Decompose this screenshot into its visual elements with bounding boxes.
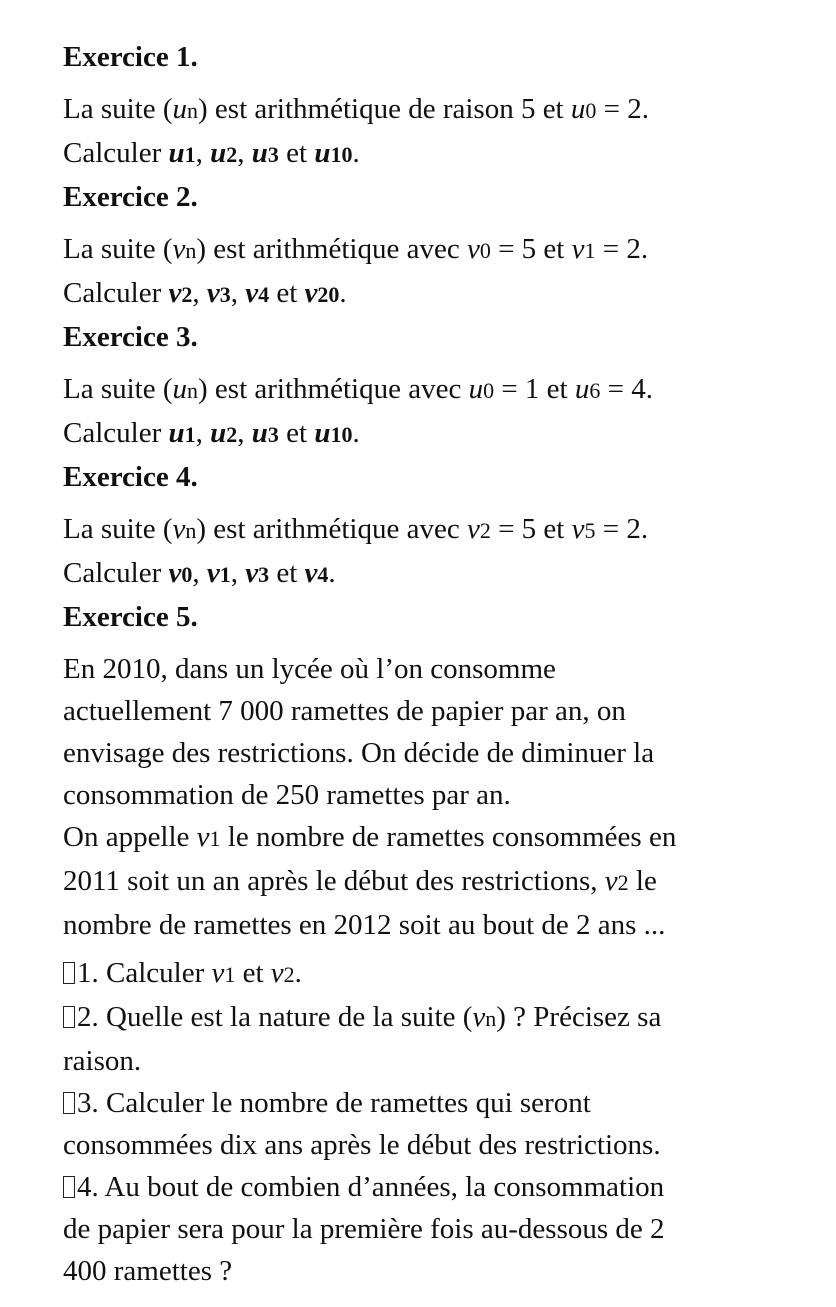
ex5-question-3: 3. Calculer le nombre de ramettes qui seront — [63, 1082, 803, 1124]
ex5-question-2-cont: raison. — [63, 1045, 142, 1077]
ex5-line-3: envisage des restrictions. On décide de diminuer la — [63, 737, 655, 769]
ex5-question-2: 2. Quelle est la nature de la suite (vn) ? Précisez sa — [63, 996, 803, 1040]
exercise-3-statement: La suite (un) est arithmétique avec u0 = 1 et u6 = 4. — [63, 373, 653, 405]
missing-glyph-icon — [63, 1176, 75, 1198]
exercise-4-task: Calculer v0, v1, v3 et v4. — [63, 557, 336, 589]
missing-glyph-icon — [63, 1006, 75, 1028]
exercises-list — [63, 40, 803, 596]
missing-glyph-icon — [63, 962, 75, 984]
exercise-2-title: Exercice 2. — [63, 181, 198, 213]
exercise-1-statement: La suite (un) est arithmétique de raison 5 et u0 = 2. — [63, 93, 649, 125]
exercise-3-title: Exercice 3. — [63, 321, 198, 353]
exercise-3 — [63, 320, 803, 456]
ex5-question-4-cont-1: de papier sera pour la première fois au-dessous de 2 — [63, 1213, 665, 1245]
ex5-question-4: 4. Au bout de combien d’années, la consommation — [63, 1166, 803, 1208]
exercise-1 — [63, 40, 803, 176]
exercise-2-task: Calculer v2, v3, v4 et v20. — [63, 277, 347, 309]
document-page — [63, 40, 803, 1296]
ex5-question-1: 1. Calculer v1 et v2. — [63, 952, 803, 996]
ex5-line-2: actuellement 7 000 ramettes de papier par an, on — [63, 695, 626, 727]
ex5-question-3-cont: consommées dix ans après le début des restrictions. — [63, 1129, 661, 1161]
exercise-3-task: Calculer u1, u2, u3 et u10. — [63, 417, 360, 449]
ex5-definition-3: nombre de ramettes en 2012 soit au bout de 2 ans ... — [63, 909, 666, 941]
exercise-4 — [63, 460, 803, 596]
exercise-1-title: Exercice 1. — [63, 41, 198, 73]
exercise-5-title: Exercice 5. — [63, 601, 198, 633]
ex5-line-4: consommation de 250 ramettes par an. — [63, 779, 511, 811]
missing-glyph-icon — [63, 1092, 75, 1114]
exercise-2-statement: La suite (vn) est arithmétique avec v0 = 5 et v1 = 2. — [63, 233, 649, 265]
exercise-1-task: Calculer u1, u2, u3 et u10. — [63, 137, 360, 169]
ex5-question-4-cont-2: 400 ramettes ? — [63, 1255, 233, 1287]
exercise-4-statement: La suite (vn) est arithmétique avec v2 = 5 et v5 = 2. — [63, 513, 649, 545]
exercise-2 — [63, 180, 803, 316]
exercise-5 — [63, 600, 803, 1292]
ex5-definition-1: On appelle v1 le nombre de ramettes consommées en — [63, 821, 677, 853]
ex5-definition-2: 2011 soit un an après le début des restrictions, v2 le — [63, 865, 657, 897]
exercise-4-title: Exercice 4. — [63, 461, 198, 493]
ex5-line-1: En 2010, dans un lycée où l’on consomme — [63, 653, 556, 685]
